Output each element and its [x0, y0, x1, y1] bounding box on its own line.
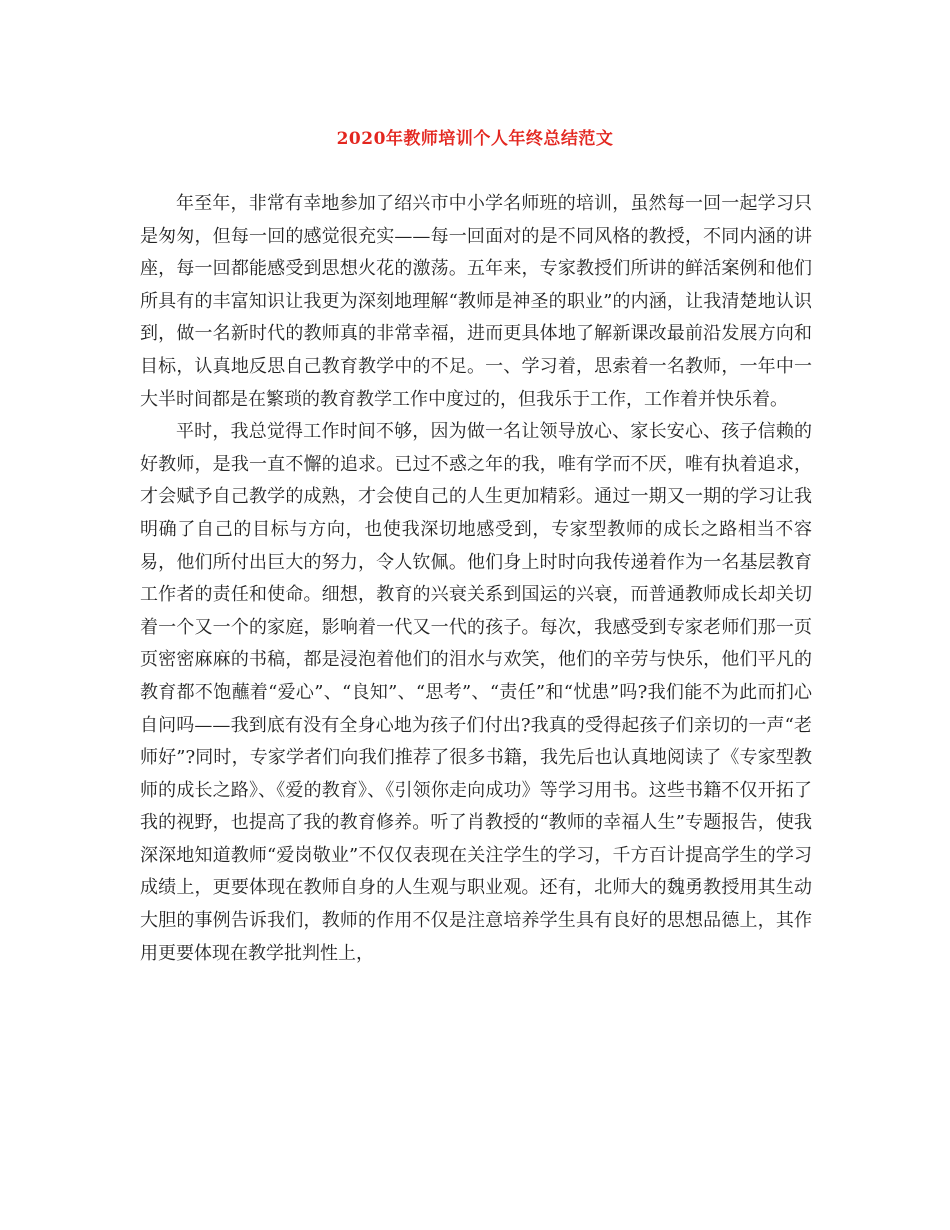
document-title: 2020年教师培训个人年终总结范文 — [336, 129, 614, 149]
paragraph-1: 年至年，非常有幸地参加了绍兴市中小学名师班的培训，虽然每一回一起学习只是匆匆，但每一回的感觉很充实——每一回面对的是不同风格的教授，不同内涵的讲座，每一回都能感受到思想火花的激荡。五年来，专家教授们所讲的鲜活案例和他们所具有的丰富知识让我更为深刻地理解“教师是神圣的职业”的内涵，让我清楚地认识到，做一名新时代的教师真的非常幸福，进而更具体地了解新课改最前沿发展方向和目标，认真地反思自己教育教学中的不足。一、学习着，思索着一名教师，一年中一大半时间都是在繁琐的教育教学工作中度过的，但我乐于工作，工作着并快乐着。 — [140, 193, 812, 410]
paragraph-2: 平时，我总觉得工作时间不够，因为做一名让领导放心、家长安心、孩子信赖的好教师，是我一直不懈的追求。已过不惑之年的我，唯有学而不厌，唯有执着追求，才会赋予自己教学的成熟，才会使自己的人生更加精彩。通过一期又一期的学习让我明确了自己的目标与方向，也使我深切地感受到，专家型教师的成长之路相当不容易，他们所付出巨大的努力，令人钦佩。他们身上时时向我传递着作为一名基层教育工作者的责任和使命。细想，教育的兴衰关系到国运的兴衰，而普通教师成长却关切着一个又一个的家庭，影响着一代又一代的孩子。每次，我感受到专家老师们那一页页密密麻麻的书稿，都是浸泡着他们的泪水与欢笑，他们的辛劳与快乐，他们平凡的教育都不饱蘸着“爱心”、“良知”、“思考”、“责任”和“忧患”吗?我们能不为此而扪心自问吗——我到底有没有全身心地为孩子们付出?我真的受得起孩子们亲切的一声“老师好”?同时，专家学者们向我们推荐了很多书籍，我先后也认真地阅读了《专家型教师的成长之路》、《爱的教育》、《引领你走向成功》等学习用书。这些书籍不仅开拓了我的视野，也提高了我的教育修养。听了肖教授的“教师的幸福人生”专题报告，使我深深地知道教师“爱岗敬业”不仅仅表现在关注学生的学习，千方百计提高学生的学习成绩上，更要体现在教师自身的人生观与职业观。还有，北师大的魏勇教授用其生动大胆的事例告诉我们，教师的作用不仅是注意培养学生具有良好的思想品德上，其作用更要体现在教学批判性上， — [140, 421, 812, 964]
document-body — [140, 188, 812, 970]
